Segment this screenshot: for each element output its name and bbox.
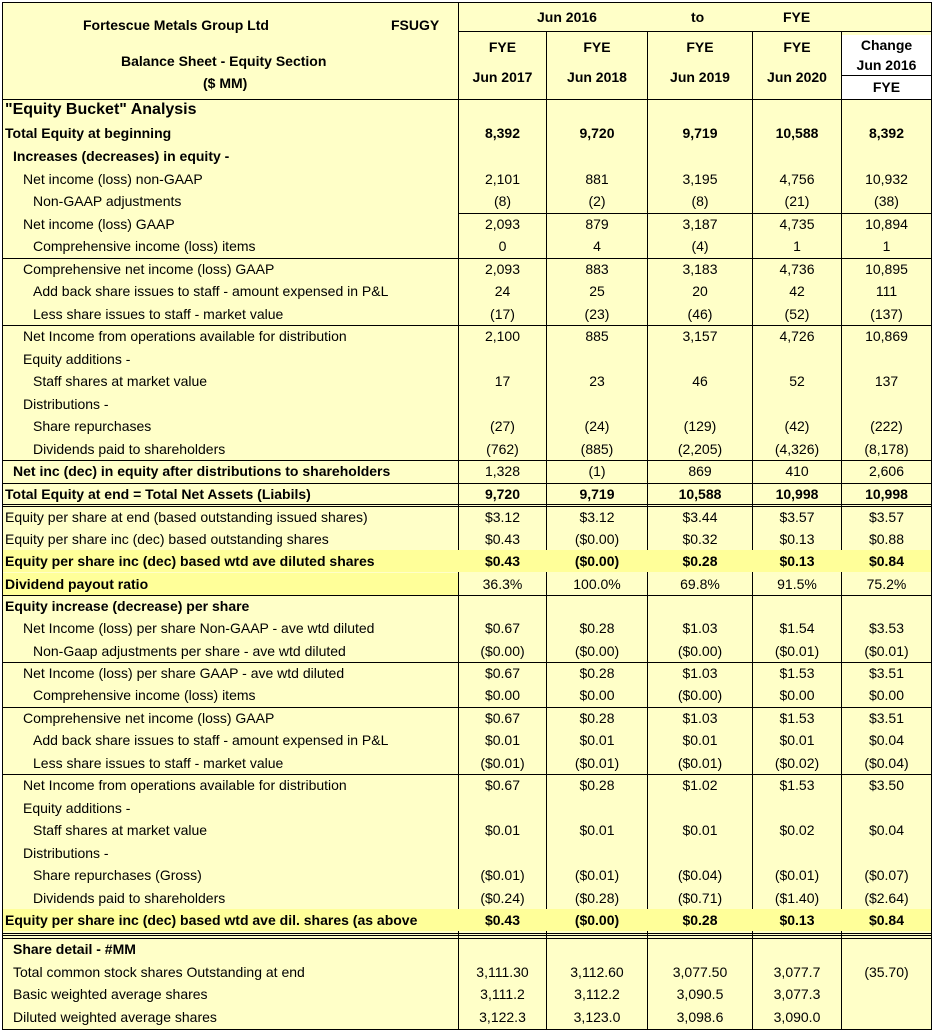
cell-value: 3,157: [682, 328, 718, 344]
table-row: [3, 348, 931, 371]
cell-value: $3.51: [868, 665, 905, 681]
cell-value: 10,588: [678, 486, 722, 502]
table-row: [3, 190, 931, 213]
cell-value: (23): [584, 306, 610, 322]
cell-value: (42): [784, 418, 810, 434]
row-label: Add back share issues to staff - amount expensed in P&L: [33, 732, 389, 748]
cell-value: ($0.01): [480, 867, 525, 883]
period-to-word: to: [691, 9, 705, 25]
cell-value: $3.57: [779, 509, 815, 525]
cell-value: 10,869: [865, 328, 908, 344]
cell-value: $1.53: [779, 710, 815, 726]
table-row: [3, 707, 931, 730]
table-row: [3, 483, 931, 506]
cell-value: 2,606: [868, 463, 905, 479]
row-label: Total Equity at beginning: [5, 125, 172, 141]
table-row: [3, 752, 931, 775]
cell-value: ($0.00): [677, 643, 723, 659]
cell-value: 10,894: [865, 216, 908, 232]
cell-value: ($0.71): [677, 890, 723, 906]
cell-value: 42: [789, 283, 805, 299]
cell-value: $0.00: [868, 687, 905, 703]
row-label: Equity per share inc (dec) based wtd ave diluted shares: [5, 553, 375, 569]
cell-value: ($0.04): [864, 755, 909, 771]
row-label: Add back share issues to staff - amount expensed in P&L: [33, 283, 389, 299]
table-row: [3, 983, 931, 1006]
cell-value: $3.12: [579, 509, 615, 525]
cell-value: (4,326): [774, 441, 820, 457]
cell-value: 879: [585, 216, 609, 232]
cell-value: ($0.28): [574, 890, 620, 906]
cell-value: ($0.01): [774, 643, 820, 659]
cell-value: (222): [870, 418, 903, 434]
cell-value: $0.28: [579, 777, 615, 793]
cell-value: 4,756: [779, 171, 815, 187]
cell-value: ($0.00): [677, 687, 723, 703]
cell-value: 3,195: [682, 171, 718, 187]
row-label: Share repurchases: [33, 418, 152, 434]
row-label: Net income (loss) GAAP: [23, 216, 175, 232]
cell-value: 2,101: [484, 171, 521, 187]
cell-value: ($0.01): [574, 867, 620, 883]
ticker: FSUGY: [391, 17, 440, 33]
row-label: Dividend payout ratio: [5, 576, 149, 592]
row-label: Staff shares at market value: [33, 373, 208, 389]
row-label: Dividends paid to shareholders: [33, 441, 226, 457]
row-label: Share detail - #MM: [13, 941, 136, 957]
row-label: Comprehensive income (loss) items: [33, 687, 256, 703]
row-divider: [458, 213, 932, 214]
cell-value: 3,111.2: [480, 986, 525, 1002]
header-divider: [458, 31, 932, 32]
table-row: [3, 168, 931, 191]
table-row: [3, 774, 931, 797]
cell-value: 883: [585, 261, 609, 277]
cell-value: 9,719: [579, 486, 615, 502]
cell-value: 9,720: [484, 486, 521, 502]
table-row: [3, 506, 931, 529]
cell-value: $1.53: [779, 777, 815, 793]
row-divider: [3, 325, 931, 326]
cell-value: (8): [493, 193, 512, 209]
cell-value: 8,392: [484, 125, 521, 141]
cell-value: (885): [580, 441, 614, 457]
cell-value: ($2.64): [864, 890, 909, 906]
cell-value: 69.8%: [680, 576, 720, 592]
cell-value: 869: [688, 463, 712, 479]
table-row: [3, 909, 931, 932]
cell-value: $1.54: [779, 620, 815, 636]
row-label: Non-GAAP adjustments: [33, 193, 182, 209]
cell-value: ($0.04): [677, 867, 723, 883]
row-label: Equity increase (decrease) per share: [5, 598, 250, 614]
table-row: [3, 145, 931, 168]
row-divider: [3, 258, 931, 259]
cell-value: $0.88: [868, 531, 905, 547]
cell-value: (2,205): [677, 441, 723, 457]
cell-value: 10,998: [775, 486, 819, 502]
cell-value: 2,093: [484, 261, 521, 277]
table-row: [3, 662, 931, 685]
cell-value: 3,112.60: [570, 964, 624, 980]
cell-value: $3.53: [868, 620, 905, 636]
table-row: [3, 617, 931, 640]
cell-value: 137: [874, 373, 899, 389]
column-header-2018: FYE Jun 2018: [567, 39, 627, 85]
cell-value: $0.04: [868, 732, 905, 748]
cell-value: ($0.00): [574, 912, 620, 928]
company-name: Fortescue Metals Group Ltd: [83, 17, 269, 33]
cell-value: 3,077.50: [672, 964, 728, 980]
row-label: Net Income from operations available for distribution: [23, 328, 347, 344]
cell-value: 2,100: [484, 328, 521, 344]
cell-value: $0.43: [484, 531, 521, 547]
table-row: [3, 280, 931, 303]
cell-value: 3,077.3: [773, 986, 821, 1002]
row-label: "Equity Bucket" Analysis: [5, 101, 197, 118]
table-row: [3, 370, 931, 393]
row-label: Comprehensive net income (loss) GAAP: [23, 710, 275, 726]
cell-value: 111: [875, 283, 898, 299]
row-label: Comprehensive net income (loss) GAAP: [23, 261, 275, 277]
row-divider: [3, 595, 931, 596]
row-label: Distributions -: [23, 396, 109, 412]
table-row: [3, 864, 931, 887]
row-divider: [3, 483, 931, 484]
cell-value: $3.57: [868, 509, 905, 525]
cell-value: 100.0%: [573, 576, 621, 592]
cell-value: 24: [494, 283, 511, 299]
row-label: Net Income (loss) per share GAAP - ave wtd diluted: [23, 665, 345, 681]
cell-value: $0.04: [868, 822, 905, 838]
table-row: [3, 122, 931, 145]
cell-value: (27): [490, 418, 515, 434]
row-divider: [3, 460, 931, 461]
cell-value: $0.01: [682, 732, 718, 748]
cell-value: 17: [494, 373, 511, 389]
cell-value: $0.32: [682, 531, 718, 547]
cell-value: (52): [784, 306, 810, 322]
row-divider: [3, 504, 931, 505]
cell-value: 9,719: [682, 125, 718, 141]
cell-value: $1.02: [682, 777, 718, 793]
table-row: [3, 797, 931, 820]
cell-value: (21): [784, 193, 810, 209]
column-header-2017: FYE Jun 2017: [472, 39, 533, 85]
cell-value: ($0.01): [574, 755, 620, 771]
row-label: Equity per share inc (dec) based outstanding shares: [5, 531, 329, 547]
row-label: Equity per share inc (dec) based wtd ave dil. shares (as above: [5, 912, 418, 928]
table-row: [3, 1006, 931, 1029]
table-row: [3, 325, 931, 348]
table-row: [3, 303, 931, 326]
row-label: Total common stock shares Outstanding at end: [13, 964, 305, 980]
column-header-2020: FYE Jun 2020: [767, 39, 827, 85]
cell-value: ($1.40): [774, 890, 820, 906]
cell-value: ($0.00): [574, 553, 620, 569]
table-row: [3, 595, 931, 618]
cell-value: $0.43: [484, 553, 521, 569]
cell-value: 3,183: [682, 261, 718, 277]
table-row: [3, 573, 931, 596]
cell-value: 10,932: [865, 171, 908, 187]
table-row: [3, 640, 931, 663]
cell-value: $0.13: [779, 531, 815, 547]
cell-value: 52: [789, 373, 805, 389]
cell-value: ($0.24): [480, 890, 525, 906]
cell-value: $0.67: [484, 665, 521, 681]
row-divider: [3, 506, 931, 507]
cell-value: ($0.00): [574, 643, 620, 659]
row-divider: [3, 938, 931, 939]
row-label: Net inc (dec) in equity after distributions to shareholders: [13, 463, 391, 479]
cell-value: 0: [498, 238, 507, 254]
period-from: Jun 2016: [537, 9, 597, 25]
cell-value: 3,123.0: [573, 1009, 621, 1025]
cell-value: $0.13: [779, 912, 815, 928]
row-label: Less share issues to staff - market value: [33, 306, 284, 322]
cell-value: 3,122.3: [479, 1009, 526, 1025]
cell-value: $0.00: [484, 687, 521, 703]
cell-value: $0.02: [779, 822, 815, 838]
cell-value: 3,090.0: [773, 1009, 821, 1025]
cell-value: 4,726: [779, 328, 815, 344]
section-divider: [3, 935, 931, 936]
cell-value: $0.00: [779, 687, 815, 703]
row-label: Diluted weighted average shares: [13, 1009, 217, 1025]
cell-value: 410: [785, 463, 809, 479]
cell-value: $0.28: [682, 553, 718, 569]
row-label: Less share issues to staff - market value: [33, 755, 284, 771]
balance-sheet-table: [2, 2, 932, 1030]
cell-value: $0.84: [868, 553, 905, 569]
cell-value: 4,735: [779, 216, 815, 232]
cell-value: $0.28: [579, 665, 615, 681]
table-row: [3, 684, 931, 707]
table-row: [3, 729, 931, 752]
cell-value: ($0.07): [864, 867, 909, 883]
cell-value: $0.67: [484, 710, 521, 726]
cell-value: 3,112.2: [574, 986, 620, 1002]
row-label: Share repurchases (Gross): [33, 867, 202, 883]
cell-value: (129): [683, 418, 717, 434]
cell-value: (2): [588, 193, 606, 209]
cell-value: ($0.01): [864, 643, 909, 659]
sheet-subtitle: Balance Sheet - Equity Section: [121, 53, 327, 69]
cell-value: 36.3%: [482, 576, 523, 592]
cell-value: (8): [691, 193, 709, 209]
cell-value: $1.03: [682, 710, 718, 726]
cell-value: 2,093: [484, 216, 521, 232]
cell-value: $3.12: [484, 509, 521, 525]
cell-value: 885: [585, 328, 609, 344]
table-row: [3, 235, 931, 258]
row-label: Total Equity at end = Total Net Assets (Liabils): [5, 486, 311, 502]
cell-value: $1.03: [682, 665, 718, 681]
cell-value: (35.70): [864, 964, 909, 980]
table-row: [3, 213, 931, 236]
cell-value: $0.01: [579, 822, 615, 838]
row-label: Staff shares at market value: [33, 822, 208, 838]
cell-value: $0.13: [779, 553, 815, 569]
cell-value: $0.67: [484, 620, 521, 636]
cell-value: 3,090.5: [676, 986, 724, 1002]
cell-value: 20: [692, 283, 708, 299]
column-header-change: Change Jun 2016 FYE: [842, 35, 931, 99]
cell-value: $0.01: [484, 732, 521, 748]
table-row: [3, 100, 931, 123]
cell-value: $0.84: [868, 912, 905, 928]
cell-value: 46: [692, 373, 708, 389]
row-label: Increases (decreases) in equity -: [13, 148, 230, 164]
cell-value: ($0.02): [774, 755, 820, 771]
cell-value: (46): [687, 306, 713, 322]
cell-value: $0.01: [484, 822, 521, 838]
cell-value: 3,111.30: [476, 964, 529, 980]
row-label: Distributions -: [23, 845, 109, 861]
table-row: [3, 550, 931, 573]
row-label: Non-Gaap adjustments per share - ave wtd diluted: [33, 643, 346, 659]
cell-value: $1.03: [682, 620, 718, 636]
cell-value: (17): [490, 306, 515, 322]
table-row: [3, 842, 931, 865]
cell-value: $0.28: [579, 620, 615, 636]
cell-value: 10,588: [775, 125, 819, 141]
row-label: Dividends paid to shareholders: [33, 890, 226, 906]
cell-value: 4,736: [779, 261, 815, 277]
cell-value: 91.5%: [777, 576, 817, 592]
row-label: Equity additions -: [23, 351, 131, 367]
cell-value: $0.01: [579, 732, 615, 748]
row-divider: [3, 707, 931, 708]
cell-value: (762): [486, 441, 519, 457]
cell-value: $0.28: [682, 912, 718, 928]
row-label: Net Income (loss) per share Non-GAAP - ave wtd diluted: [23, 620, 375, 636]
cell-value: (1): [588, 463, 606, 479]
row-divider: [3, 774, 931, 775]
cell-value: 1: [882, 238, 891, 254]
table-row: [3, 438, 931, 461]
cell-value: (38): [874, 193, 899, 209]
cell-value: 881: [585, 171, 609, 187]
cell-value: 10,895: [865, 261, 908, 277]
cell-value: 10,998: [865, 486, 908, 502]
period-end: FYE: [783, 9, 811, 25]
table-row: [3, 819, 931, 842]
cell-value: 4: [593, 238, 601, 254]
table-row: [3, 460, 931, 483]
cell-value: $0.67: [484, 777, 521, 793]
table-row: [3, 887, 931, 910]
cell-value: 8,392: [868, 125, 905, 141]
cell-value: (137): [870, 306, 903, 322]
cell-value: $3.51: [868, 710, 905, 726]
table-row: [3, 258, 931, 281]
cell-value: ($0.01): [774, 867, 820, 883]
cell-value: 3,077.7: [773, 964, 821, 980]
cell-value: 75.2%: [866, 576, 907, 592]
table-row: [3, 528, 931, 551]
cell-value: $1.53: [779, 665, 815, 681]
cell-value: $0.43: [484, 912, 521, 928]
cell-value: $0.01: [779, 732, 815, 748]
cell-value: 1: [793, 238, 801, 254]
cell-value: (24): [584, 418, 610, 434]
cell-value: ($0.00): [574, 531, 620, 547]
table-row: [3, 938, 931, 961]
row-label: Basic weighted average shares: [13, 986, 208, 1002]
row-label: Net Income from operations available for distribution: [23, 777, 347, 793]
cell-value: 23: [589, 373, 605, 389]
cell-value: $3.50: [868, 777, 905, 793]
cell-value: ($0.01): [677, 755, 723, 771]
units-label: ($ MM): [203, 75, 248, 91]
cell-value: ($0.00): [480, 643, 525, 659]
cell-value: 3,098.6: [676, 1009, 724, 1025]
table-row: [3, 415, 931, 438]
row-divider: [3, 662, 931, 663]
cell-value: 25: [589, 283, 605, 299]
cell-value: $0.00: [579, 687, 615, 703]
cell-value: $3.44: [682, 509, 718, 525]
cell-value: $0.01: [682, 822, 718, 838]
column-header-2019: FYE Jun 2019: [670, 39, 730, 85]
cell-value: (8,178): [864, 441, 909, 457]
cell-value: 3,187: [682, 216, 718, 232]
row-label: Comprehensive income (loss) items: [33, 238, 256, 254]
cell-value: $0.28: [579, 710, 615, 726]
cell-value: ($0.01): [480, 755, 525, 771]
section-divider: [3, 933, 931, 934]
table-row: [3, 961, 931, 984]
cell-value: (4): [691, 238, 709, 254]
table-header: [3, 3, 931, 100]
row-label: Net income (loss) non-GAAP: [23, 171, 203, 187]
table-row: [3, 393, 931, 416]
cell-value: 1,328: [484, 463, 521, 479]
row-label: Equity per share at end (based outstanding issued shares): [5, 509, 368, 525]
row-label: Equity additions -: [23, 800, 131, 816]
cell-value: 9,720: [579, 125, 615, 141]
